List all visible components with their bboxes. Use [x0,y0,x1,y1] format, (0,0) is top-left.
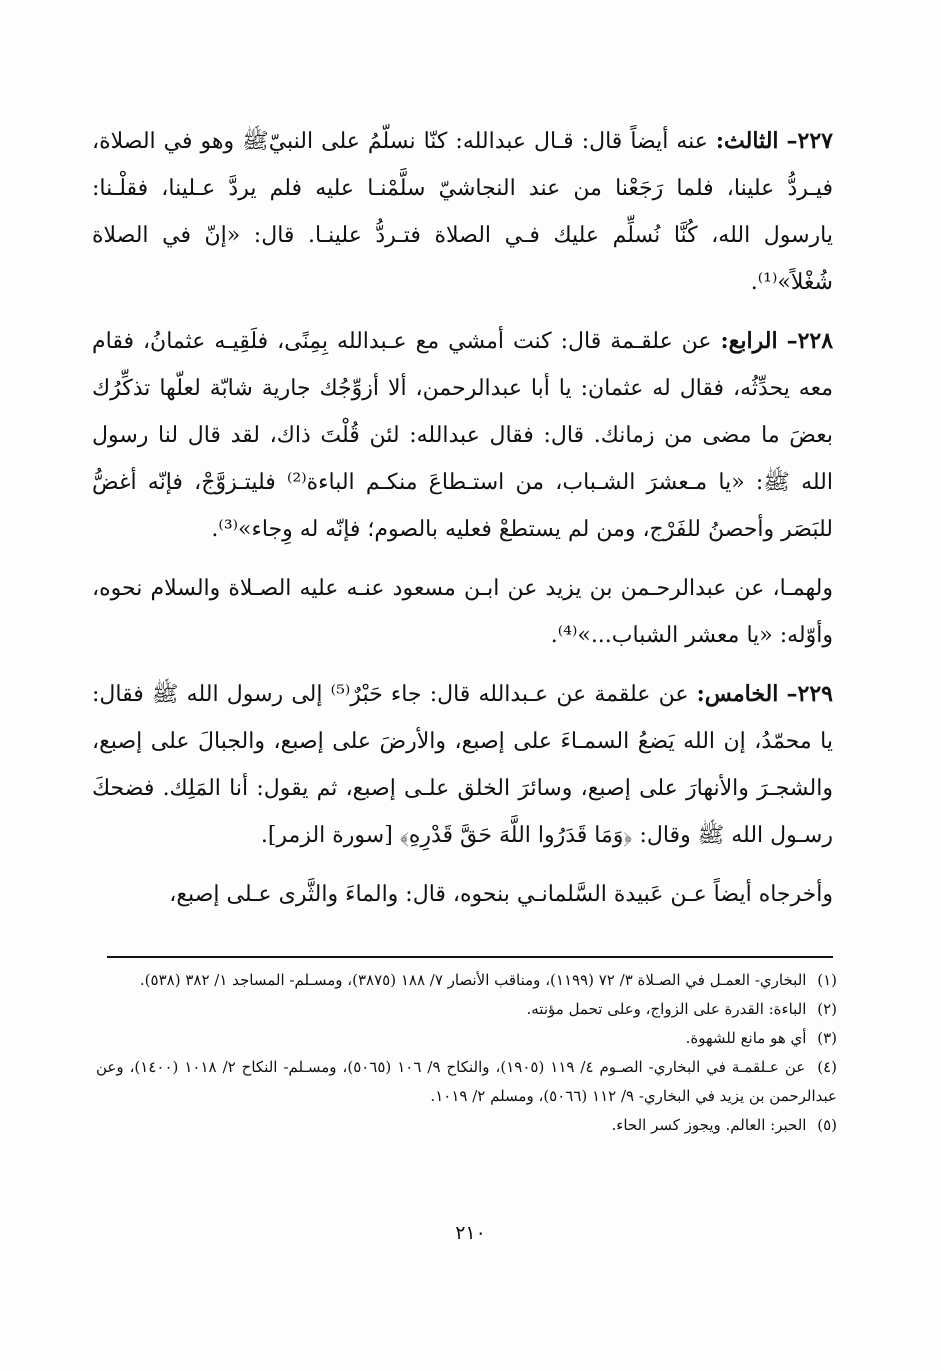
footnote-text: البخاري- العمـل في الصـلاة ٣/ ٧٢ (١١٩٩)، ومناقب الأنصار ٧/ ١٨٨ (٣٨٧٥)، ومسـلم- المساجد ١/ ٣٨٢ (٥٣٨). [139,971,807,989]
narration-note-paragraph [92,565,833,659]
footnote-1 [96,966,837,995]
footnote-text: الحبر: العالم. ويجوز كسر الحاء. [611,1116,807,1134]
hadith-paragraph-229 [92,671,833,859]
footnote-mark: (٢) [817,1000,837,1018]
footnotes [96,966,837,1140]
hadith-text: عنه أيضاً قال: قـال عبدالله: كنّا نسلّمُ على النبيّﷺ وهو في الصلاة، فيـردُّ علينا، فلما رَجَعْنا من عند النجاشيّ سلَّمْنـا عليه فلم يردَّ عـلينا، فقلْـنا: يارسول الله، كُنَّا نُسلِّم عليك فـي الصلاة فتـردُّ علينـا. قال: «إنّ في الصلاة شُغْلاً»⁽¹⁾. [92,129,833,295]
hadith-title: الرابع: [720,328,778,354]
page-number: ٢١٠ [455,1222,486,1244]
hadith-number: ٢٢٧– [786,128,833,154]
footnote-4 [96,1053,837,1111]
main-text [92,118,833,930]
footnote-mark: (١) [817,971,837,989]
hadith-paragraph-227 [92,118,833,306]
footnote-5 [96,1111,837,1140]
footnote-mark: (٣) [817,1029,837,1047]
footnote-text: الباءة: القدرة على الزواج، وعلى تحمل مؤنته. [526,1000,807,1018]
footnote-text: أي هو مانع للشهوة. [685,1029,807,1047]
narration-note-text: ولهمـا، عن عبدالرحـمن بن يزيد عن ابـن مسعود عنـه عليه الصـلاة والسلام نحوه، وأوّله: «يا معشر الشباب...»⁽⁴⁾. [92,576,833,648]
footnote-divider [107,956,833,958]
continuation-text: وأخرجاه أيضاً عـن عَبيدة السَّلمانـي بنحوه، قال: والماءَ والثَّرى عـلى إصبع، [169,882,833,907]
hadith-text: عن علقمة عن عـبدالله قال: جاء حَبْرٌ⁽⁵⁾ إلى رسول الله ﷺ فقال: يا محمّدُ، إن الله يَضعُ السمـاءَ على إصبع، والأرضَ على إصبع، والجبالَ على إصبع، والشجـرَ والأنهارَ على إصبع، وسائرَ الخلق علـى إصبع، ثم يقول: أنا المَلِك. فضحكَ رسـول الله ﷺ وقال: ﴿وَمَا قَدَرُوا اللَّهَ حَقَّ قَدْرِهِ﴾ [سورة الزمر]. [92,682,833,848]
hadith-title: الخامس: [696,681,779,707]
footnote-mark: (٥) [817,1116,837,1134]
continuation-paragraph [92,871,833,918]
footnote-mark: (٤) [817,1058,837,1076]
footnote-text: عن عـلقمـة في البخاري- الصـوم ٤/ ١١٩ (١٩٠٥)، والنكاح ٩/ ١٠٦ (٥٠٦٥)، ومسـلم- النكاح ٢/ ١٠١٨ (١٤٠٠)، وعن عبدالرحمن بن يزيد في البخاري- ٩/ ١١٢ (٥٠٦٦)، ومسلم ٢/ ١٠١٩. [96,1058,837,1105]
hadith-paragraph-228 [92,318,833,553]
hadith-text: عن علقـمة قال: كنت أمشي مع عـبدالله بِمِنًى، فلَقِيـه عثمانُ، فقام معه يحدِّثُه، فقال له عثمان: يا أبا عبدالرحمن، ألا أزوِّجُك جارية شابّة لعلّها تذكِّرُك بعضَ ما مضى من زمانك. قال: فقال عبدالله: لئن قُلْتَ ذاك، لقد قال لنا رسول الله ﷺ: «يا مـعشرَ الشـباب، من استـطاعَ منكـم الباءة⁽²⁾ فليتـزوَّجْ، فإنّه أغضُّ للبَصَر وأحصنُ للفَرْج، ومن لم يستطعْ فعليه بالصوم؛ فإنّه له وِجاء»⁽³⁾. [92,329,833,542]
hadith-number: ٢٢٨– [786,328,834,354]
hadith-number: ٢٢٩– [786,681,833,707]
footnote-2 [96,995,837,1024]
footnote-3 [96,1024,837,1053]
hadith-title: الثالث: [715,128,779,154]
